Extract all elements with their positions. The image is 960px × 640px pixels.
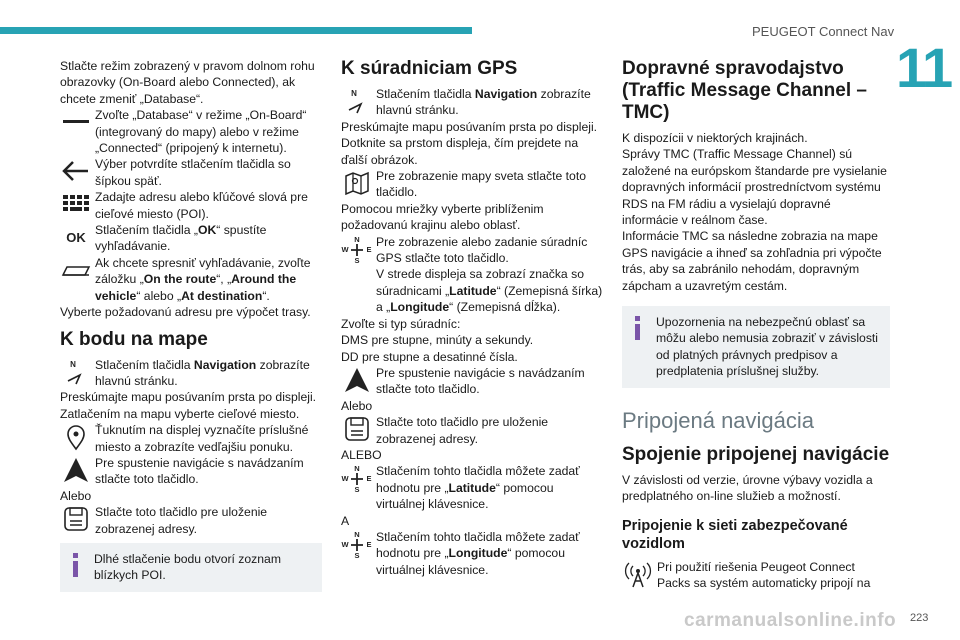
compass-icon — [341, 234, 373, 264]
info-icon — [630, 314, 648, 380]
gps-step-world-map — [341, 168, 603, 201]
svg-text:W: W — [341, 244, 349, 254]
map-step-pin — [60, 422, 322, 455]
svg-text:N: N — [354, 529, 360, 539]
info-box-poi — [60, 543, 322, 592]
gps-text5: DD pre stupne a desatinné čísla. — [341, 349, 518, 364]
save-icon — [60, 504, 92, 534]
column-3 — [622, 58, 890, 591]
start-navigation-icon — [341, 365, 373, 395]
map-step-navigation-text: Stlačením tlačidla Navigation zobrazíte hlavnú stránku. — [95, 357, 310, 388]
gps-step-navigation-text: Stlačením tlačidla Navigation zobrazíte hlavnú stránku. — [376, 87, 591, 118]
back-arrow-icon — [60, 156, 92, 186]
info-danger-text: Upozornenia na nebezpečnú oblasť sa môžu alebo nemusia zobraziť v závislosti od platných právnych predpisov a predplatenia príslušnej služby. — [656, 315, 879, 379]
step-keyboard-text: Zadajte adresu alebo kľúčové slová pre cieľové miesto (POI). — [95, 190, 308, 221]
save-icon — [341, 414, 373, 444]
menu-lines-icon — [60, 107, 92, 137]
after-text: Vyberte požadovanú adresu pre výpočet trasy. — [60, 305, 311, 320]
gps-step-save — [341, 414, 603, 447]
ok-icon-label: OK — [66, 230, 86, 246]
intro-text: Stlačte režim zobrazený v pravom dolnom rohu obrazovky (On-Board alebo Connected), ak chcete zmeniť „Database“. — [60, 59, 315, 106]
map-step-navigation — [60, 357, 322, 390]
vehicle-step — [622, 559, 890, 592]
gps-text2: Pomocou mriežky vyberte priblíženim požadovanú krajinu alebo oblasť. — [341, 201, 544, 233]
step-database-text: Zvoľte „Database“ v režime „On-Board“ (integrovaný do mapy) alebo v režime „Connected“ (pripojený k internetu). — [95, 108, 307, 156]
step-keyboard — [60, 189, 322, 222]
gps-step-longitude — [341, 529, 603, 578]
map-text: Preskúmajte mapu posúvaním prsta po displeji. Zatlačením na mapu vyberte cieľové miesto. — [60, 390, 317, 421]
antenna-icon — [622, 559, 654, 589]
chapter-number: 11 — [896, 36, 952, 99]
step-refine — [60, 255, 322, 304]
gps-step-marker-text: V strede displeja sa zobrazí značka so súradnicami „Latitude“ (Zemepisná šírka) a „Longitude“ (Zemepisná dĺžka). — [376, 267, 603, 315]
brand-title: PEUGEOT Connect Nav — [752, 24, 895, 39]
step-database — [60, 107, 322, 156]
watermark: carmanualsonline.info — [684, 610, 897, 631]
vehicle-step-text: Pri použití riešenia Peugeot Connect Packs sa systém automaticky pripojí na — [657, 559, 871, 590]
map-step-save-text: Stlačte toto tlačidlo pre uloženie zobrazenej adresy. — [95, 505, 268, 536]
svg-text:S: S — [354, 550, 360, 559]
info-icon — [68, 551, 86, 584]
heading-connected-navigation: Pripojená navigácia — [622, 407, 815, 433]
svg-text:N: N — [70, 359, 76, 369]
or-text: Alebo — [341, 398, 373, 413]
gps-text3: Zvoľte si typ súradníc: — [341, 316, 461, 331]
gps-step-latitude — [341, 463, 603, 512]
svg-text:N: N — [351, 89, 357, 98]
step-refine-text: Ak chcete spresniť vyhľadávanie, zvoľte záložku „On the route“, „Around the vehicle“ alebo „At destination“. — [95, 255, 311, 303]
map-step-start — [60, 455, 322, 488]
info-poi-text: Dlhé stlačenie bodu otvorí zoznam blízkych POI. — [94, 551, 281, 583]
map-step-pin-text: Ťuknutím na displej vyznačíte príslušné miesto a zobrazíte vedľajšiu ponuku. — [95, 423, 309, 454]
tmc-text3: Informácie TMC sa následne zobrazia na mape GPS navigácie a ihneď sa zohľadnia pri výpočte trás, aby sa zabránilo nehodám, dopravným zápcham a uzavretým cestám. — [622, 229, 882, 293]
svg-text:W: W — [341, 474, 349, 484]
map-step-save — [60, 504, 322, 537]
tmc-text2: Správy TMC (Traffic Message Channel) sú založené na európskom štandarde pre vysielanie dopravných informácií prostredníctvom systému RDS na FM rádiu a vysielajú dopravné informácie v reálnom čase. — [622, 147, 887, 228]
tmc-text1: K dispozícii v niektorých krajinách. — [622, 131, 808, 145]
gps-step-start — [341, 365, 603, 398]
heading-connect: Spojenie pripojenej navigácie — [622, 443, 890, 465]
tabs-icon — [60, 255, 92, 285]
gps-text: Preskúmajte mapu posúvaním prsta po displeji. Dotknite sa prstom displeja, čím prejdete na ďalší obrázok. — [341, 119, 598, 167]
connect-text: V závislosti od verzie, úrovne výbavy vozidla a predplatného on-line služieb a možností. — [622, 472, 873, 504]
heading-gps: K súradniciam GPS — [341, 58, 518, 79]
svg-text:N: N — [354, 464, 360, 474]
header-accent-bar — [0, 27, 472, 34]
step-ok-text: Stlačením tlačidla „OK“ spustíte vyhľadávanie. — [95, 223, 267, 254]
step-ok — [60, 222, 322, 255]
step-back-text: Výber potvrdíte stlačením tlačidla so šípkou späť. — [95, 157, 291, 188]
svg-text:N: N — [354, 234, 360, 244]
compass-icon — [341, 529, 373, 559]
svg-text:E: E — [366, 539, 372, 549]
navigation-icon — [341, 86, 373, 116]
gps-step-navigation — [341, 86, 603, 119]
svg-text:S: S — [354, 255, 360, 264]
heading-tmc: Dopravné spravodajstvo (Traffic Message Channel – TMC) — [622, 58, 867, 123]
page-number: 223 — [910, 612, 929, 624]
svg-text:E: E — [366, 474, 372, 484]
or-text: Alebo — [60, 488, 92, 503]
gps-step-save-text: Stlačte toto tlačidlo pre uloženie zobrazenej adresy. — [376, 415, 549, 446]
gps-step-longitude-text: Stlačením tohto tlačidla môžete zadať hodnotu pre „Longitude“ pomocou virtuálnej klávesnice. — [376, 529, 580, 577]
gps-step-marker — [341, 266, 603, 315]
heading-map-point: K bodu na mape — [60, 328, 208, 350]
compass-icon — [341, 463, 373, 493]
world-map-icon — [341, 168, 373, 198]
column-2 — [341, 58, 603, 578]
navigation-icon — [60, 357, 92, 387]
gps-step-coordinates-text: Pre zobrazenie alebo zadanie súradníc GPS stlačte toto tlačidlo. — [376, 234, 588, 266]
gps-step-latitude-text: Stlačením tohto tlačidla môžete zadať hodnotu pre „Latitude“ pomocou virtuálnej klávesnice. — [376, 464, 580, 512]
svg-text:W: W — [341, 539, 349, 549]
ok-icon — [60, 222, 92, 252]
location-pin-icon — [60, 422, 92, 452]
gps-step-start-text: Pre spustenie navigácie s navádzaním stlačte toto tlačidlo. — [376, 365, 585, 397]
heading-vehicle-connection: Pripojenie k sieti zabezpečované vozidlom — [622, 517, 848, 552]
start-navigation-icon — [60, 455, 92, 485]
keyboard-icon — [60, 189, 92, 219]
and-text: A — [341, 513, 350, 528]
svg-text:E: E — [366, 244, 372, 254]
or-caps-text: ALEBO — [341, 447, 382, 462]
step-back — [60, 156, 322, 189]
map-step-start-text: Pre spustenie navigácie s navádzaním stlačte toto tlačidlo. — [95, 455, 304, 487]
gps-text4: DMS pre stupne, minúty a sekundy. — [341, 333, 534, 348]
column-1 — [60, 58, 322, 592]
gps-step-world-map-text: Pre zobrazenie mapy sveta stlačte toto tlačidlo. — [376, 169, 587, 200]
gps-step-coordinates — [341, 234, 603, 267]
svg-text:S: S — [354, 485, 360, 494]
info-box-danger-zone — [622, 306, 890, 388]
